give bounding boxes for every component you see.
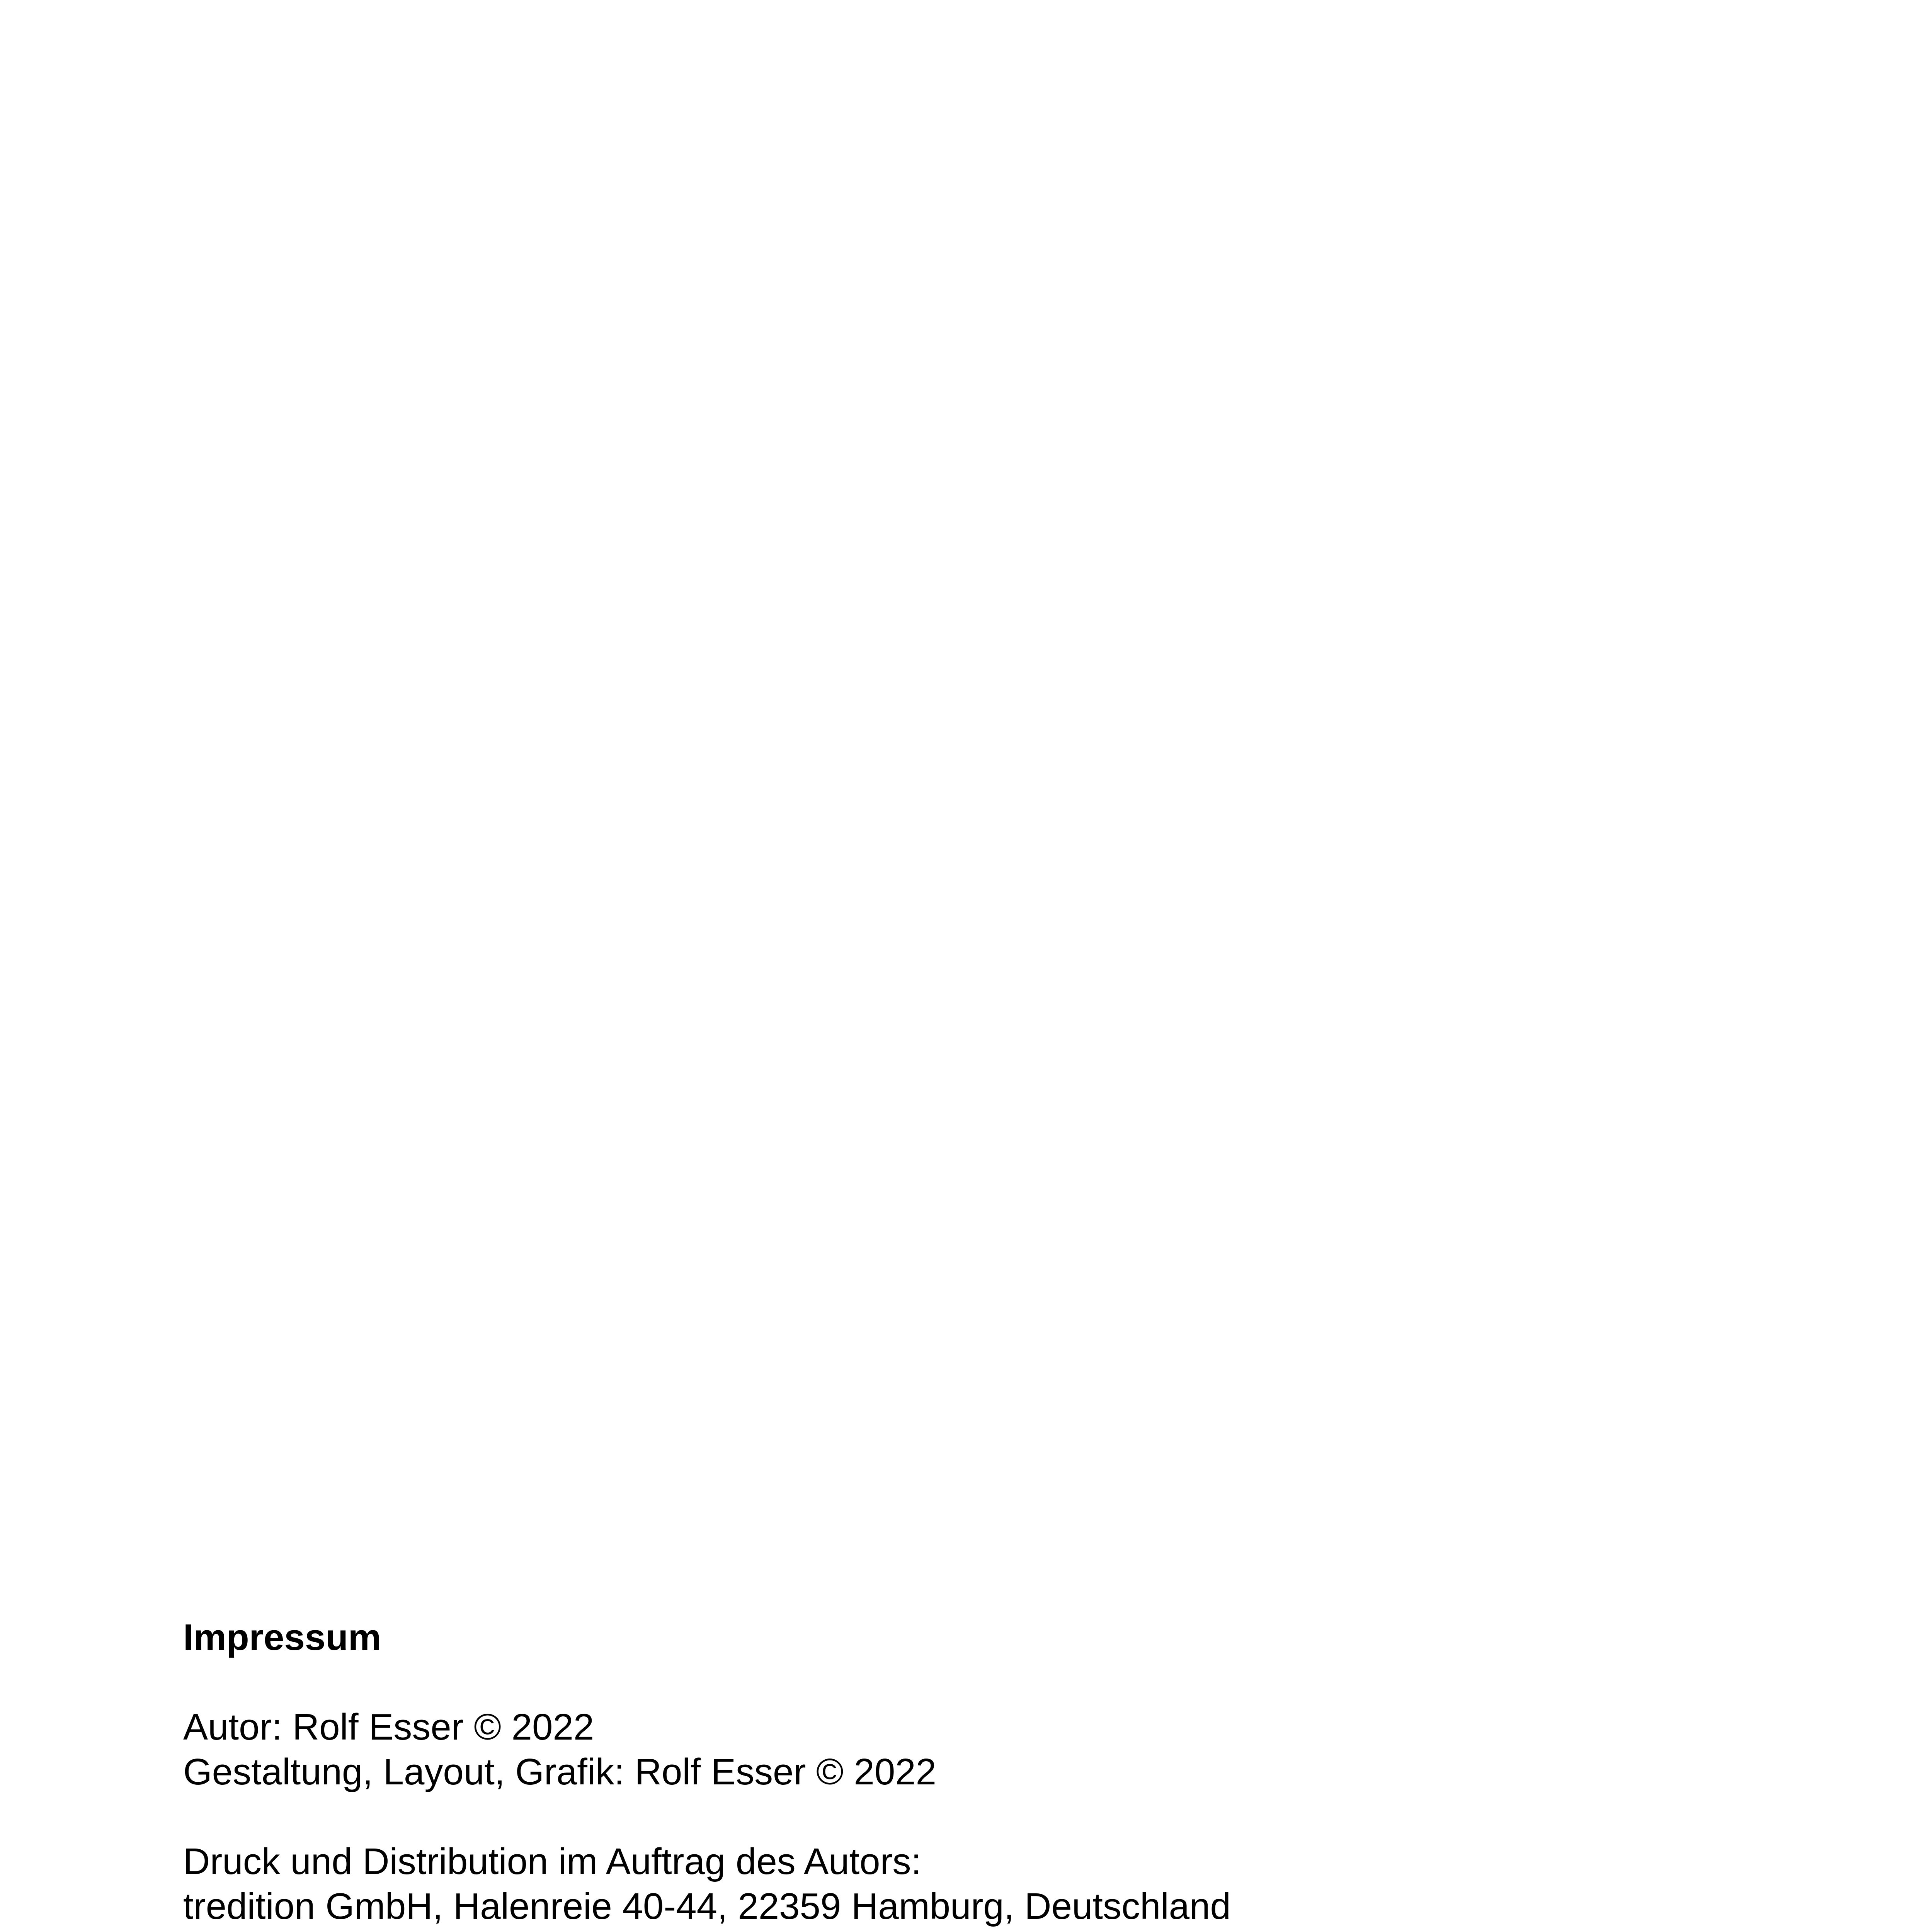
- print-line-2: tredition GmbH, Halenreie 40-44, 22359 Hamburg, Deutschland: [183, 1886, 1231, 1927]
- print-line-1: Druck und Distribution im Auftrag des Autors:: [183, 1841, 922, 1882]
- design-line: Gestaltung, Layout, Grafik: Rolf Esser © 2022: [183, 1751, 937, 1793]
- imprint-section: [183, 1615, 1768, 1932]
- author-block: [183, 1705, 1768, 1794]
- author-line: Autor: Rolf Esser © 2022: [183, 1706, 594, 1748]
- spacer: [183, 1660, 1768, 1705]
- imprint-heading: Impressum: [183, 1617, 381, 1658]
- spacer: [183, 1794, 1768, 1839]
- print-block: [183, 1839, 1768, 1929]
- spacer: [183, 1929, 1768, 1932]
